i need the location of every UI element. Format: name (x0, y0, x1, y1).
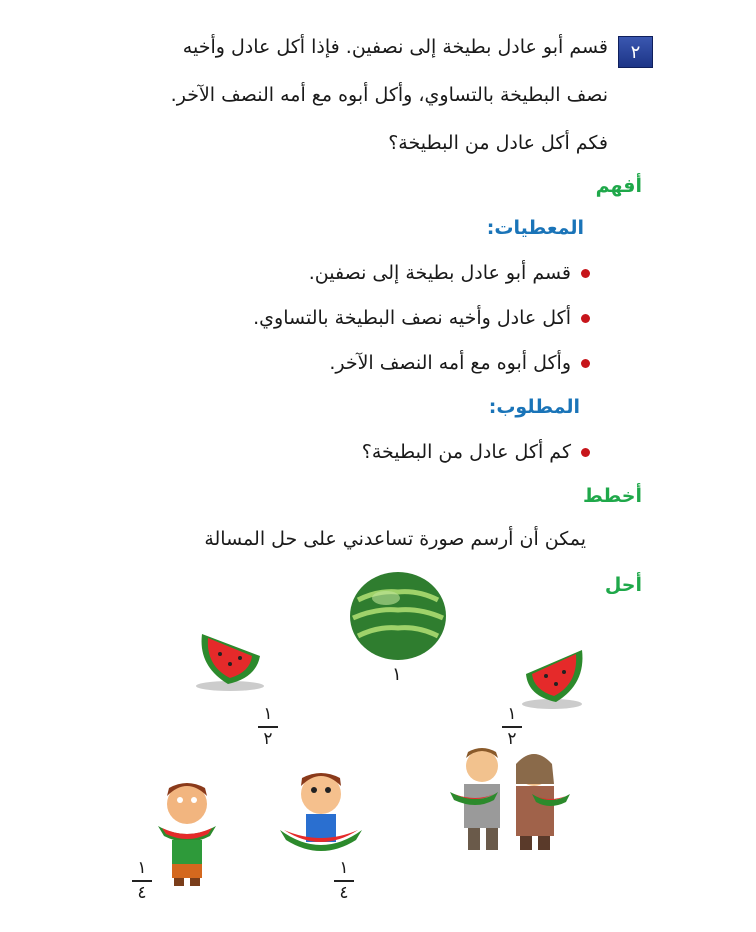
half-watermelon-right-icon (520, 644, 590, 710)
given-item-text: قسم أبو عادل بطيخة إلى نصفين. (308, 262, 571, 284)
whole-label: ١ (392, 664, 402, 685)
question-line-2: نصف البطيخة بالتساوي، وأكل أبوه مع أمه النصف الآخر. (170, 84, 608, 106)
numerator: ١ (137, 858, 147, 878)
fraction-bar (334, 880, 354, 882)
fraction-half-left (258, 706, 278, 748)
question-line-1: قسم أبو عادل بطيخة إلى نصفين. فإذا أكل عادل وأخيه (182, 36, 608, 58)
given-item (309, 262, 590, 284)
required-item (362, 441, 590, 463)
watermark (132, 263, 270, 377)
bullet-icon (581, 269, 590, 278)
required-heading: المطلوب: (488, 396, 580, 418)
boy-eating-left-icon (150, 778, 224, 890)
numerator: ١ (339, 858, 349, 878)
given-item-text: وأكل أبوه مع أمه النصف الآخر. (329, 352, 571, 374)
denominator: ٤ (339, 883, 349, 903)
given-item (329, 352, 590, 374)
bullet-icon (581, 359, 590, 368)
numerator: ١ (507, 704, 517, 724)
bullet-icon (581, 448, 590, 457)
whole-watermelon-icon (348, 570, 448, 662)
fraction-bar (502, 726, 522, 728)
numerator: ١ (263, 704, 273, 724)
plan-text: يمكن أن أرسم صورة تساعدني على حل المسالة (204, 528, 586, 550)
given-heading: المعطيات: (486, 217, 584, 239)
bullet-icon (581, 314, 590, 323)
half-watermelon-left-icon (190, 626, 266, 692)
boy-eating-middle-icon (278, 770, 364, 860)
denominator: ٤ (137, 883, 147, 903)
given-item-text: أكل عادل وأخيه نصف البطيخة بالتساوي. (253, 307, 571, 329)
parents-eating-icon (446, 744, 576, 856)
fraction-quarter-left (132, 860, 152, 902)
question-number-badge: ٢ (618, 36, 653, 68)
fraction-bar (132, 880, 152, 882)
denominator: ٢ (263, 729, 273, 749)
fraction-bar (258, 726, 278, 728)
understand-heading: أفهم (595, 175, 642, 197)
fraction-quarter-middle (334, 860, 354, 902)
given-item (253, 307, 590, 329)
denominator: ٢ (507, 729, 517, 749)
fraction-half-right (502, 706, 522, 748)
required-item-text: كم أكل عادل من البطيخة؟ (361, 441, 571, 463)
plan-heading: أخطط (582, 485, 642, 507)
solve-heading: أحل (604, 574, 642, 596)
question-line-3: فكم أكل عادل من البطيخة؟ (388, 132, 608, 154)
